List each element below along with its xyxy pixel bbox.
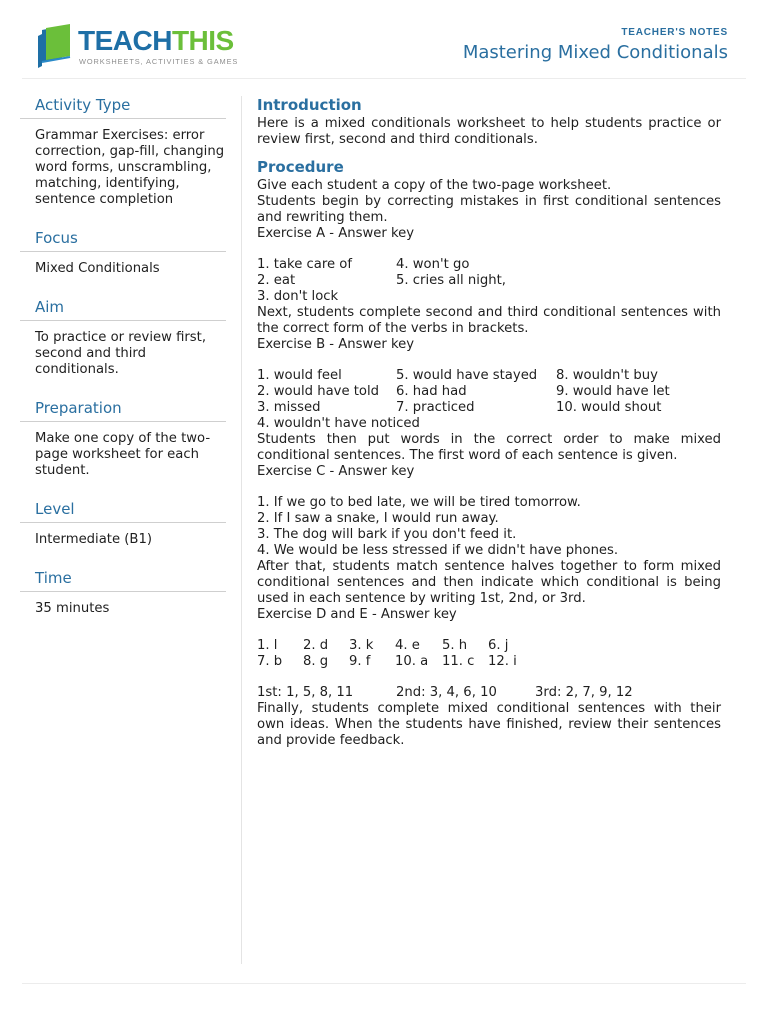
page-title: Mastering Mixed Conditionals [462, 42, 728, 63]
answer-item: 4. won't go [396, 257, 470, 272]
level-text: Intermediate (B1) [35, 532, 153, 547]
answer-item: 1. l [257, 638, 278, 653]
answer-item: 10. a [395, 654, 429, 669]
header-divider [22, 78, 746, 79]
main-content [257, 94, 721, 749]
introduction-text: Here is a mixed conditionals worksheet to help students practice or review first, second and third conditionals. [257, 116, 721, 147]
preparation-block [20, 397, 226, 479]
procedure-heading: Procedure [257, 158, 344, 176]
answer-item: 5. would have stayed [396, 368, 538, 383]
activity-type-heading: Activity Type [20, 94, 226, 119]
answer-item: 1. would feel [257, 368, 342, 383]
exercise-b-answers [257, 368, 721, 432]
introduction-heading: Introduction [257, 96, 362, 114]
logo-teach: TEACH [78, 25, 172, 56]
exercise-c-title: Exercise C - Answer key [257, 464, 415, 479]
focus-text: Mixed Conditionals [35, 261, 160, 276]
answer-item: 1. If we go to bed late, we will be tired tomorrow. [257, 495, 581, 510]
procedure-para-4: Students then put words in the correct order to make mixed conditional sentences. The first word of each sentence is given. [257, 432, 721, 463]
level-block [20, 498, 226, 548]
answer-item: 5. h [442, 638, 468, 653]
exercise-de-title: Exercise D and E - Answer key [257, 607, 457, 622]
aim-block [20, 296, 226, 378]
answer-item: 6. had had [396, 384, 467, 399]
answer-item: 2. If I saw a snake, I would run away. [257, 511, 499, 526]
exercise-a-answers [257, 257, 721, 305]
answer-item: 11. c [442, 654, 475, 669]
answer-item: 9. f [349, 654, 371, 669]
column-divider [241, 96, 242, 964]
answer-item: 4. wouldn't have noticed [257, 416, 420, 431]
footer-divider [22, 983, 746, 984]
preparation-heading: Preparation [20, 397, 226, 422]
activity-type-block [20, 94, 226, 208]
logo-tagline: WORKSHEETS, ACTIVITIES & GAMES [79, 57, 239, 66]
teachers-notes-label: TEACHER'S NOTES [621, 27, 728, 38]
answer-item: 7. practiced [396, 400, 475, 415]
answer-item: 3rd: 2, 7, 9, 12 [535, 685, 633, 700]
answer-item: 3. don't lock [257, 289, 339, 304]
procedure-para-6: Finally, students complete mixed conditional sentences with their own ideas. When the students have finished, review their sentences and provide feedback. [257, 701, 721, 748]
answer-item: 3. k [349, 638, 374, 653]
level-heading: Level [20, 498, 226, 523]
teach-this-logo [36, 24, 239, 70]
time-block [20, 567, 226, 617]
answer-item: 3. missed [257, 400, 321, 415]
answer-item: 2nd: 3, 4, 6, 10 [396, 685, 497, 700]
exercise-b-title: Exercise B - Answer key [257, 337, 415, 352]
procedure-para-3: Next, students complete second and third conditional sentences with the correct form of the verbs in brackets. [257, 305, 721, 336]
logo-this: THIS [171, 25, 234, 56]
exercise-c-answers [257, 495, 721, 559]
activity-type-text: Grammar Exercises: error correction, gap-fill, changing word forms, unscrambling, matching, identifying, sentence completion [35, 128, 225, 207]
answer-item: 7. b [257, 654, 283, 669]
focus-block [20, 227, 226, 277]
time-text: 35 minutes [35, 601, 110, 616]
answer-item: 4. e [395, 638, 420, 653]
answer-item: 2. would have told [257, 384, 380, 399]
exercise-d-answers [257, 638, 721, 670]
answer-item: 1st: 1, 5, 8, 11 [257, 685, 354, 700]
answer-item: 4. We would be less stressed if we didn't have phones. [257, 543, 619, 558]
answer-item: 5. cries all night, [396, 273, 507, 288]
time-heading: Time [20, 567, 226, 592]
procedure-para-5: After that, students match sentence halves together to form mixed conditional sentences and then indicate which conditional is being used in each sentence by writing 1st, 2nd, or 3rd. [257, 559, 721, 606]
book-icon [36, 24, 76, 68]
answer-item: 2. eat [257, 273, 296, 288]
header-titles [463, 27, 728, 64]
answer-item: 10. would shout [556, 400, 662, 415]
answer-item: 1. take care of [257, 257, 352, 272]
answer-item: 8. wouldn't buy [556, 368, 658, 383]
answer-item: 6. j [488, 638, 509, 653]
exercise-e-answers [257, 685, 721, 701]
answer-item: 3. The dog will bark if you don't feed it. [257, 527, 517, 542]
aim-text: To practice or review first, second and third conditionals. [35, 330, 207, 377]
focus-heading: Focus [20, 227, 226, 252]
sidebar [20, 94, 226, 636]
answer-item: 2. d [303, 638, 329, 653]
page-header [0, 0, 768, 80]
procedure-para-1: Give each student a copy of the two-page worksheet. [257, 178, 612, 193]
answer-item: 8. g [303, 654, 329, 669]
aim-heading: Aim [20, 296, 226, 321]
answer-item: 12. i [488, 654, 517, 669]
answer-item: 9. would have let [556, 384, 670, 399]
exercise-a-title: Exercise A - Answer key [257, 226, 415, 241]
procedure-para-2: Students begin by correcting mistakes in first conditional sentences and rewriting them. [257, 194, 721, 225]
preparation-text: Make one copy of the two-page worksheet for each student. [35, 431, 211, 478]
